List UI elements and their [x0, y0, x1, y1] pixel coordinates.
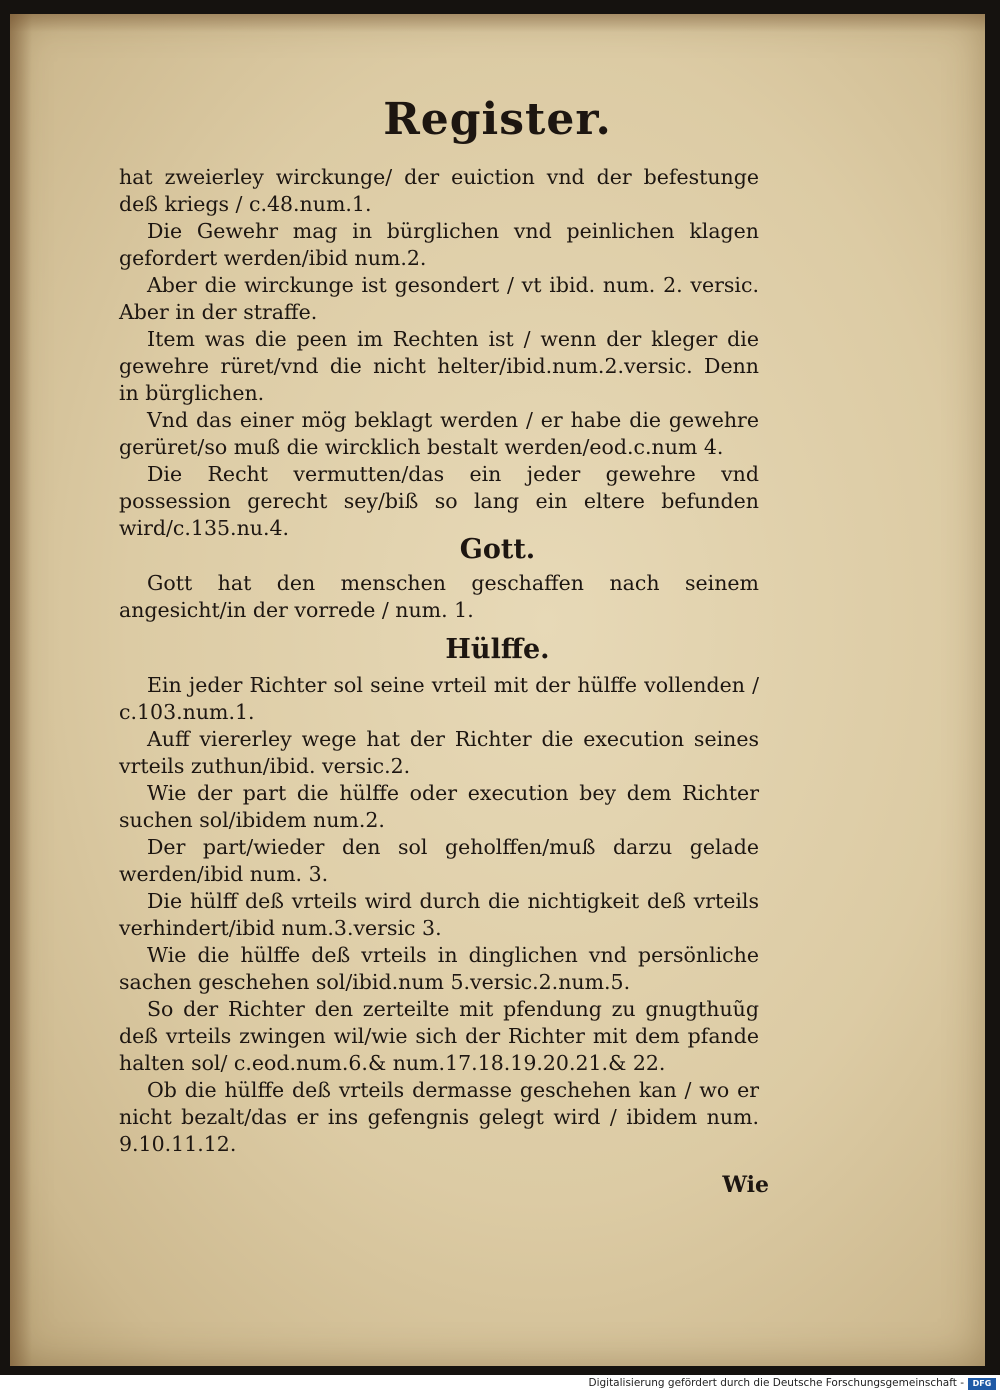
entry: Ob die hülffe deß vrteils dermasse geschehen kan / wo er nicht bezalt/das er ins gefengnis gelegt wird / ibidem num. 9.10.11.12. [119, 1078, 759, 1156]
entry: Wie die hülffe deß vrteils in dinglichen vnd persönliche sachen geschehen sol/ibid.num 5.versic.2.num.5. [119, 943, 759, 994]
book-page [10, 14, 985, 1366]
entry: Gott hat den menschen geschaffen nach seinem angesicht/in der vorrede / num. 1. [119, 571, 759, 622]
entry-continuation: hat zweierley wirckunge/ der euiction vnd der befestunge deß kriegs / c.48.num.1. [119, 165, 759, 216]
entry: Die Gewehr mag in bürglichen vnd peinlichen klagen gefordert werden/ibid num.2. [119, 219, 759, 270]
entry: Vnd das einer mög beklagt werden / er habe die gewehre gerüret/so muß die wircklich bestalt werden/eod.c.num 4. [119, 408, 759, 459]
entry: So der Richter den zerteilte mit pfendung zu gnugthuũg deß vrteils zwingen wil/wie sich der Richter mit dem pfande halten sol/ c.eod.num.6.& num.17.18.19.20.21.& 22. [119, 997, 759, 1075]
entries-hulffe [119, 672, 759, 1158]
entry: Die Recht vermutten/das ein jeder gewehre vnd possession gerecht sey/biß so lang ein eltere befunden wird/c.135.nu.4. [119, 462, 759, 540]
entry: Ein jeder Richter sol seine vrteil mit der hülffe vollenden / c.103.num.1. [119, 673, 759, 724]
catchword: Wie [722, 1172, 769, 1198]
funding-credit: Digitalisierung gefördert durch die Deutsche Forschungsgemeinschaft - [588, 1377, 964, 1389]
running-head: Register. [383, 94, 612, 145]
entry: Der part/wieder den sol geholffen/muß darzu gelade werden/ibid num. 3. [119, 835, 759, 886]
entry: Aber die wirckunge ist gesondert / vt ibid. num. 2. versic. Aber in der straffe. [119, 273, 759, 324]
entries-gewehr [119, 164, 759, 542]
section-heading-gott: Gott. [459, 534, 536, 565]
digitization-footer [0, 1375, 1000, 1393]
page-shadow-top [10, 14, 985, 32]
section-heading-hulffe: Hülffe. [445, 634, 550, 665]
entries-gott [119, 570, 759, 624]
entry: Die hülff deß vrteils wird durch die nichtigkeit deß vrteils verhindert/ibid num.3.versic 3. [119, 889, 759, 940]
entry: Auff viererley wege hat der Richter die execution seines vrteils zuthun/ibid. versic.2. [119, 727, 759, 778]
entry: Wie der part die hülffe oder execution bey dem Richter suchen sol/ibidem num.2. [119, 781, 759, 832]
dfg-logo: DFG [968, 1378, 996, 1390]
entry: Item was die peen im Rechten ist / wenn der kleger die gewehre rüret/vnd die nicht helter/ibid.num.2.versic. Denn in bürglichen. [119, 327, 759, 405]
page-shadow-left [10, 14, 32, 1366]
